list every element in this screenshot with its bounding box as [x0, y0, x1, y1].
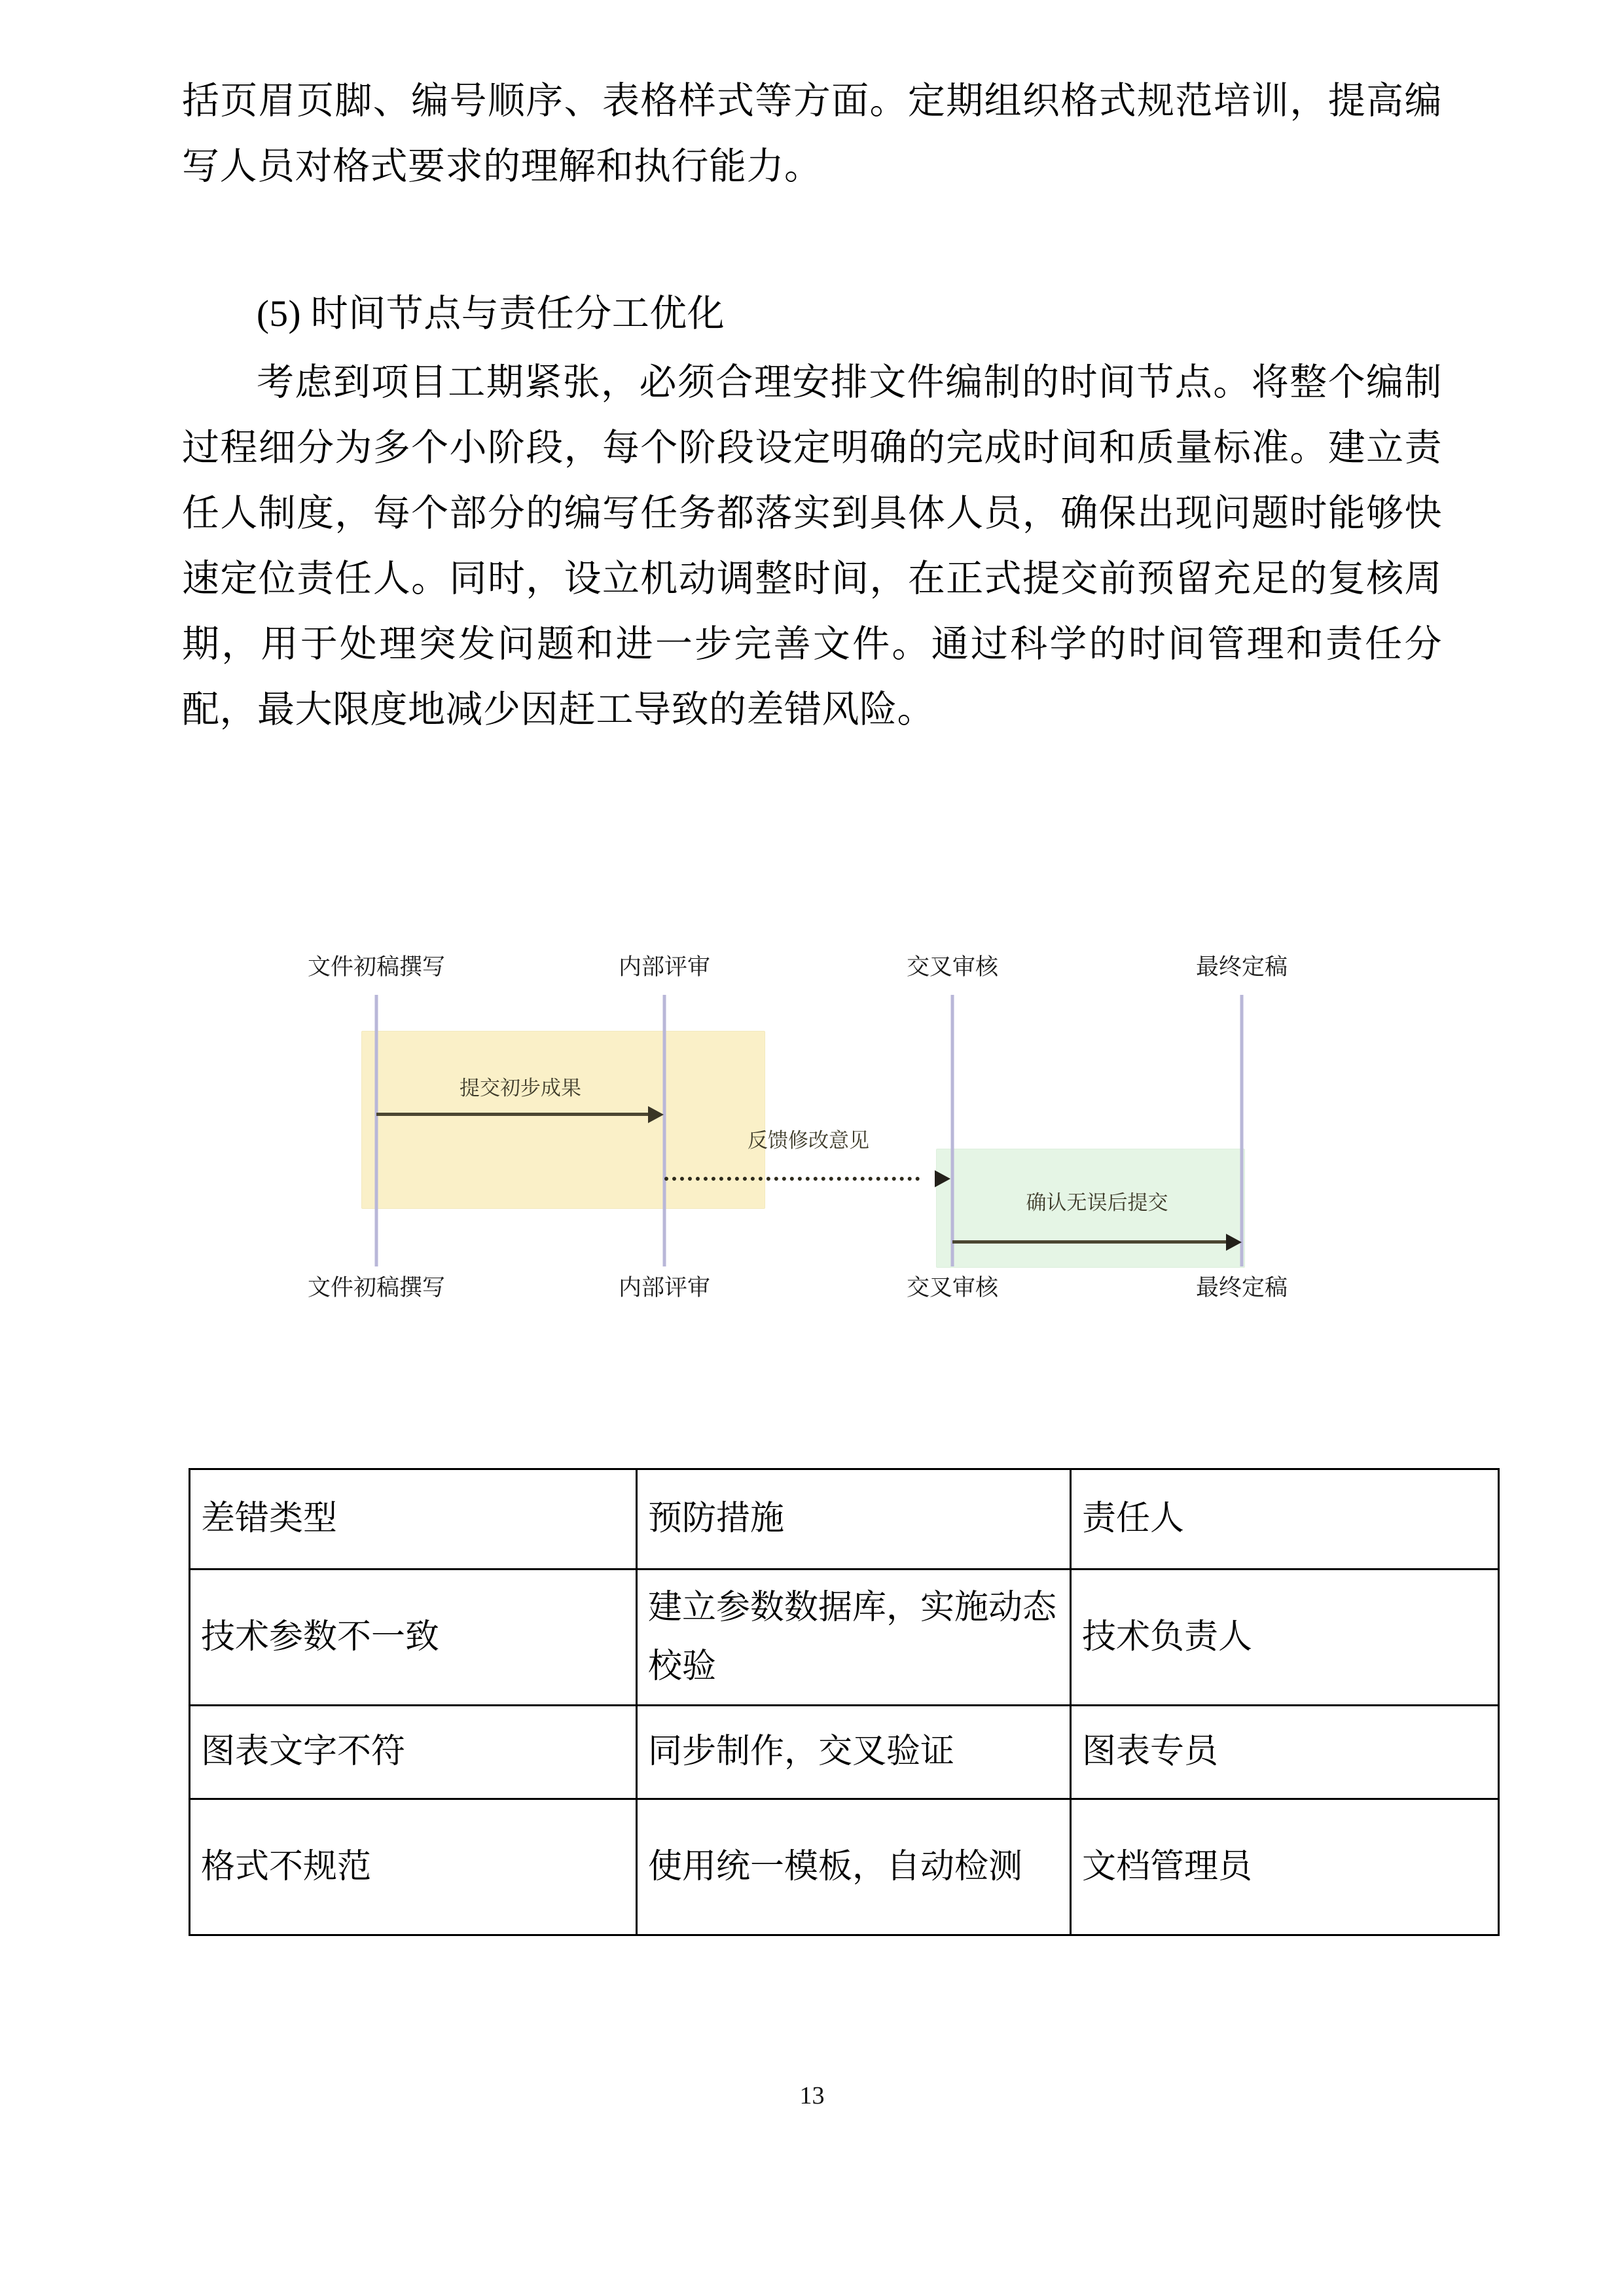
message-arrowhead-3: [1226, 1234, 1242, 1251]
lifeline-footer-2: 内部评审: [618, 1275, 711, 1300]
table-row: [190, 1799, 1499, 1935]
paragraph-time-nodes: 考虑到项目工期紧张，必须合理安排文件编制的时间节点。将整个编制过程细分为多个小阶段，每个阶段设定明确的完成时间和质量标准。建立责任人制度，每个部分的编写任务都落实到具体人员，确保出现问题时能够快速定位责任人。同时，设立机动调整时间，在正式提交前预留充足的复核周期，用于处理突发问题和进一步完善文件。通过科学的时间管理和责任分配，最大限度地减少因赶工导致的差错风险。: [182, 362, 1442, 730]
lifeline-footer-4: 最终定稿: [1195, 1275, 1288, 1300]
table-cell-owner: 技术负责人: [1071, 1570, 1499, 1706]
error-prevention-table: [189, 1468, 1500, 1936]
table-header-cell-error-type: 差错类型: [190, 1469, 637, 1570]
lifeline-line-1: [375, 995, 378, 1266]
section-heading-5: (5) 时间节点与责任分工优化: [257, 293, 725, 334]
table-header-row: [190, 1469, 1499, 1570]
lifeline-header-2: 内部评审: [618, 954, 711, 980]
message-label-2: 反馈修改意见: [748, 1129, 869, 1152]
lifeline-line-2: [663, 995, 666, 1266]
table-header-cell-owner: 责任人: [1071, 1469, 1499, 1570]
lifeline-line-4: [1240, 995, 1244, 1266]
page-number: 13: [799, 2082, 825, 2109]
activation-region-yellow: [361, 1031, 765, 1209]
message-line-1: [376, 1113, 648, 1116]
table-cell-measure: 同步制作，交叉验证: [637, 1706, 1071, 1799]
message-line-3: [952, 1240, 1226, 1244]
message-line-2: [664, 1177, 920, 1181]
lifeline-footer-1: 文件初稿撰写: [307, 1275, 446, 1300]
paragraph-continuation: 括页眉页脚、编号顺序、表格样式等方面。定期组织格式规范培训，提高编写人员对格式要求的理解和执行能力。: [182, 81, 1442, 187]
message-label-1: 提交初步成果: [460, 1077, 581, 1100]
lifeline-header-3: 交叉审核: [906, 954, 999, 980]
sequence-diagram-canvas: [182, 903, 1442, 1440]
table-header-cell-measure: 预防措施: [637, 1469, 1071, 1570]
table-cell-error-type: 图表文字不符: [190, 1706, 637, 1799]
table-cell-error-type: 格式不规范: [190, 1799, 637, 1935]
lifeline-line-3: [951, 995, 954, 1266]
table-cell-owner: 图表专员: [1071, 1706, 1499, 1799]
message-label-3: 确认无误后提交: [1026, 1191, 1168, 1214]
message-arrowhead-2: [935, 1170, 950, 1187]
sequence-diagram: [182, 903, 1442, 1440]
message-arrowhead-1: [648, 1106, 664, 1123]
table-row: [190, 1706, 1499, 1799]
table-cell-error-type: 技术参数不一致: [190, 1570, 637, 1706]
lifeline-footer-3: 交叉审核: [906, 1275, 999, 1300]
table-cell-measure: 使用统一模板，自动检测: [637, 1799, 1071, 1935]
lifeline-header-4: 最终定稿: [1195, 954, 1288, 980]
table-cell-measure: 建立参数数据库，实施动态校验: [637, 1570, 1071, 1706]
table-row: [190, 1570, 1499, 1706]
table-cell-owner: 文档管理员: [1071, 1799, 1499, 1935]
lifeline-header-1: 文件初稿撰写: [307, 954, 446, 980]
